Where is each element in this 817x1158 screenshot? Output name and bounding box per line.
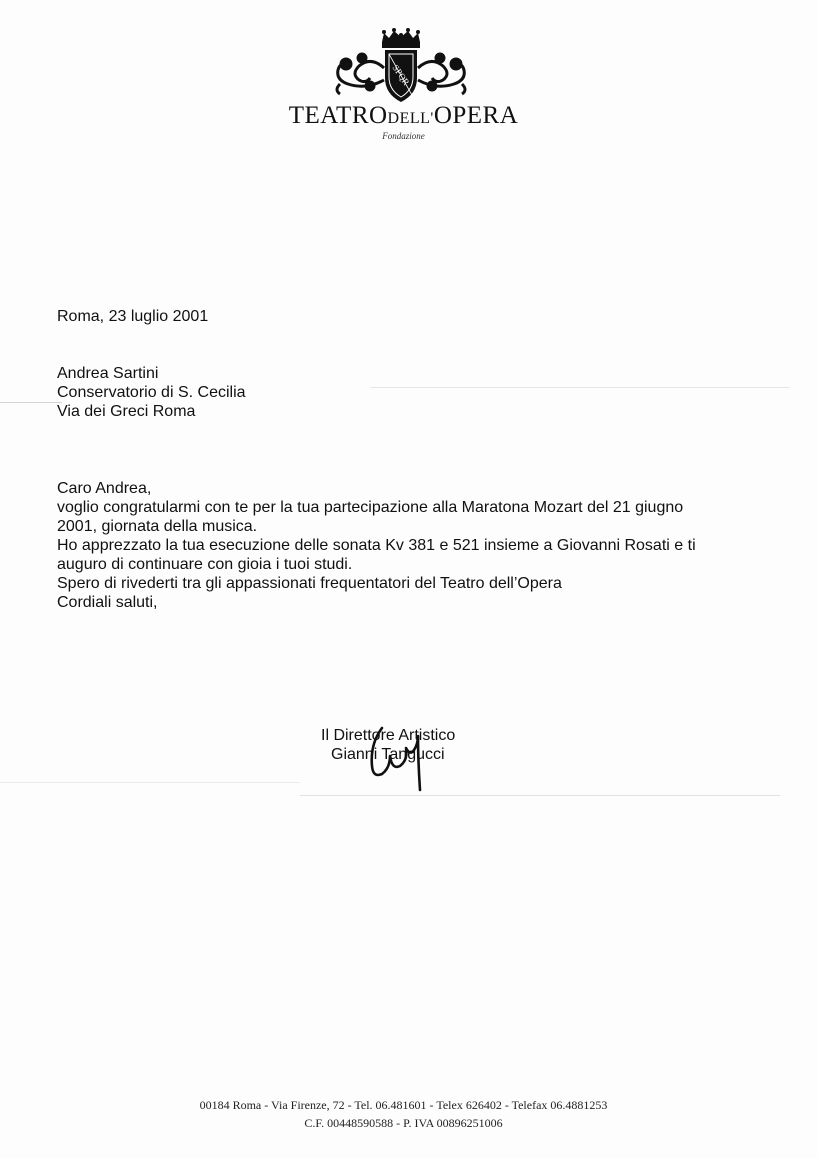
recipient-institution: Conservatorio di S. Cecilia	[57, 384, 246, 401]
crown-icon	[382, 28, 420, 48]
organization-name	[0, 102, 807, 130]
letter-closing: Cordiali saluti,	[57, 594, 158, 611]
letterhead-footer	[0, 1096, 807, 1132]
recipient-name: Andrea Sartini	[57, 365, 159, 382]
recipient-street: Via dei Greci Roma	[57, 403, 196, 420]
teatro-emblem-logo	[326, 28, 476, 108]
letter-paragraph: Ho apprezzato la tua esecuzione delle sonata Kv 381 e 521 insieme a Giovanni Rosati e ti auguro di continuare con gioia i tuoi studi.	[57, 537, 696, 573]
letter-body	[57, 479, 757, 612]
left-scroll-ornament-icon	[337, 54, 384, 94]
handwritten-signature	[360, 720, 435, 796]
scan-artifact-line	[0, 782, 300, 783]
shield-icon	[385, 50, 417, 102]
footer-address-line: 00184 Roma - Via Firenze, 72 - Tel. 06.481601 - Telex 626402 - Telefax 06.4881253	[199, 1098, 608, 1112]
organization-subtitle: Fondazione	[382, 131, 425, 141]
footer-tax-line: C.F. 00448590588 - P. IVA 00896251006	[304, 1116, 503, 1130]
signer-name: Gianni Tangucci	[331, 746, 445, 763]
scan-artifact-line	[370, 387, 790, 388]
right-scroll-ornament-icon	[418, 54, 465, 94]
letter-paragraph: voglio congratularmi con te per la tua partecipazione alla Maratona Mozart del 21 giugno 2001, giornata della musica.	[57, 499, 684, 535]
letter-salutation: Caro Andrea,	[57, 480, 152, 497]
letter-date: Roma, 23 luglio 2001	[57, 308, 209, 325]
signer-role: Il Direttore Artistico	[321, 727, 456, 744]
letter-paragraph: Spero di rivederti tra gli appassionati frequentatori del Teatro dell’Opera	[57, 575, 562, 592]
scan-artifact-line	[0, 402, 62, 403]
shield-emblem-text: SPQR	[390, 62, 412, 88]
org-name-part-opera: OPERA	[433, 102, 519, 129]
org-name-part-teatro: TEATRO	[288, 102, 388, 129]
org-name-part-dell: DELL'	[387, 110, 434, 127]
recipient-address	[57, 364, 246, 421]
